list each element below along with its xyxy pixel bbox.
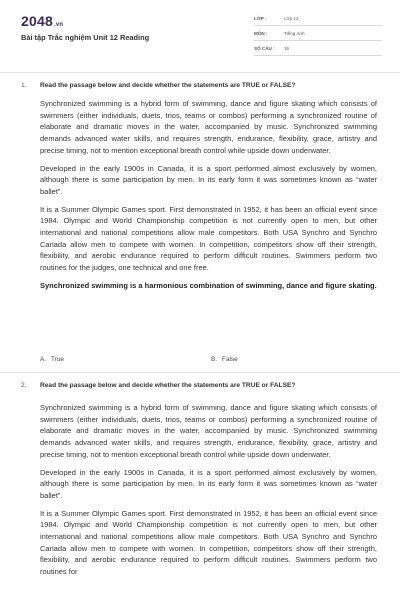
question-number: 1. xyxy=(21,82,27,89)
question-prompt: Read the passage below and decide whether the statements are TRUE or FALSE? xyxy=(40,382,296,389)
passage-paragraph: Developed in the early 1900s in Canada, it is a sport performed almost exclusively by women, although there is some participation by men. In its early form it was sometimes known as “water ballet”. xyxy=(40,467,377,500)
meta-divider xyxy=(254,55,382,56)
passage-paragraph: Synchronized swimming is a hybrid form of swimming, dance and figure skating which consists of swimmers (either individuals, duets, trios, teams or combos) performing a synchronized routine of elaborate and dramatic moves in the water, accompanied by music. Synchronized swimming demands advanced water skills, and requires strength, endurance, flexibility, grace, artistry and precise timing, not to mention exceptional breath control while upside down underwater. xyxy=(40,99,377,155)
page-header xyxy=(0,0,400,72)
passage-paragraph: It is a Summer Olympic Games sport. First demonstrated in 1952, it has been an official event since 1984. Olympic and World Championship competition is not currently open to men, but other international and national competitions allow male competitors. Both USA Synchro and Synchro Canada allow men to compete with women. In competition, competitors show off their strength, flexibility, and aerobic endurance required to perform difficult routines. Swimmers perform two routines for the judges, one technical and one free. xyxy=(40,204,377,273)
option-text: False xyxy=(222,356,238,363)
logo-main-text: 2048 xyxy=(21,13,53,29)
question-number: 2. xyxy=(21,382,27,389)
meta-count-value: 16 xyxy=(284,46,290,51)
meta-divider xyxy=(254,40,382,41)
logo-suffix-text: .vn xyxy=(53,22,64,28)
question-1-passage xyxy=(40,98,377,298)
document-title: Bài tập Trắc nghiệm Unit 12 Reading xyxy=(21,33,150,42)
meta-subject-key: MÔN : xyxy=(254,31,268,36)
header-divider xyxy=(0,72,400,73)
option-letter: B. xyxy=(211,356,218,363)
question-2-passage xyxy=(40,402,377,584)
site-logo[interactable] xyxy=(21,13,63,29)
meta-class-key: LỚP : xyxy=(254,16,267,21)
option-b[interactable] xyxy=(211,356,238,363)
question-separator xyxy=(0,372,400,373)
passage-paragraph: It is a Summer Olympic Games sport. First demonstrated in 1952, it has been an official event since 1984. Olympic and World Championship competition is not currently open to men, but other international and national competitions allow male competitors. Both USA Synchro and Synchro Canada allow men to compete with women. In competition, competitors show off their strength, flexibility, and aerobic endurance required to perform difficult routines. Swimmers perform two routines for xyxy=(40,508,377,577)
meta-divider xyxy=(254,25,382,26)
passage-paragraph: Developed in the early 1900s in Canada, it is a sport performed almost exclusively by women, although there is some participation by men. In its early form it was sometimes known as “water ballet”. xyxy=(40,163,377,196)
question-prompt: Read the passage below and decide whether the statements are TRUE or FALSE? xyxy=(40,82,296,89)
passage-paragraph: Synchronized swimming is a hybrid form of swimming, dance and figure skating which consists of swimmers (either individuals, duets, trios, teams or combos) performing a synchronized routine of elaborate and dramatic moves in the water, accompanied by music. Synchronized swimming demands advanced water skills, and requires strength, endurance, flexibility, grace, artistry and precise timing, not to mention exceptional breath control while upside down underwater. xyxy=(40,403,377,459)
option-letter: A. xyxy=(40,356,47,363)
meta-class-value: Lớp 12 xyxy=(284,16,299,21)
option-text: True xyxy=(51,356,64,363)
meta-subject-value: Tiếng Anh xyxy=(284,31,305,36)
meta-count-key: SỐ CÂU : xyxy=(254,46,275,51)
question-statement: Synchronized swimming is a harmonious combination of swimming, dance and figure skating. xyxy=(40,280,377,290)
option-a[interactable] xyxy=(40,356,64,363)
